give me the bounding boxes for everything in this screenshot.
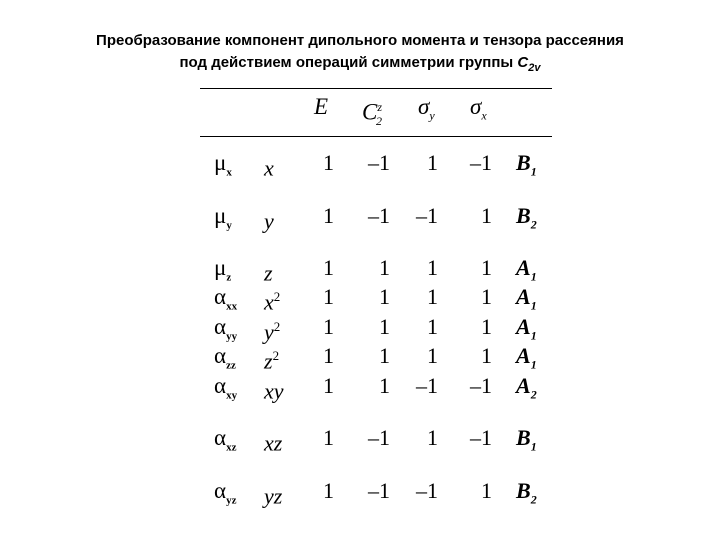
character-value: 1 — [323, 425, 334, 450]
character-value: 1 — [427, 343, 438, 368]
header-identity: E — [314, 94, 329, 119]
character-value: –1 — [470, 373, 492, 398]
row-irrep: $A_2$ — [516, 373, 537, 402]
row-irrep: $A_1$ — [516, 284, 537, 313]
header-sigma-y: $\sigma_y$ — [418, 94, 435, 123]
character-value: 1 — [323, 203, 334, 228]
character-value: 1 — [379, 373, 390, 398]
row-basis-function: xy — [264, 378, 284, 404]
title-line-2 — [0, 54, 720, 74]
row-basis-function: z — [264, 260, 273, 286]
group-symbol: $C_{2v}$ — [517, 54, 541, 74]
character-value: 1 — [379, 314, 390, 339]
row-irrep: $B_2$ — [516, 478, 537, 507]
top-rule — [200, 88, 552, 89]
character-value: –1 — [368, 425, 390, 450]
character-value: 1 — [481, 255, 492, 280]
row-basis-function: $y^2$ — [264, 319, 281, 345]
character-value: –1 — [416, 203, 438, 228]
character-value: –1 — [368, 150, 390, 175]
row-basis-function: $x^2$ — [264, 289, 281, 315]
character-value: 1 — [323, 284, 334, 309]
character-value: 1 — [323, 255, 334, 280]
row-basis-function: xz — [264, 430, 283, 456]
character-value: 1 — [379, 255, 390, 280]
row-basis-function: x — [264, 155, 274, 181]
character-value: –1 — [416, 373, 438, 398]
header-c2z: $C^z_2$ — [362, 99, 383, 129]
row-basis-function: y — [264, 208, 274, 234]
character-value: 1 — [427, 425, 438, 450]
header-sigma-x: $\sigma_x$ — [470, 94, 487, 123]
row-symbol: $\mu_x$ — [214, 150, 232, 179]
row-irrep: $A_1$ — [516, 255, 537, 284]
row-symbol: $\mu_y$ — [214, 203, 232, 232]
row-irrep: $B_1$ — [516, 425, 537, 454]
character-value: 1 — [379, 284, 390, 309]
row-symbol: $\mu_z$ — [214, 255, 232, 284]
character-value: –1 — [368, 478, 390, 503]
row-irrep: $B_1$ — [516, 150, 537, 179]
character-value: 1 — [323, 478, 334, 503]
row-symbol: $\alpha_{xy}$ — [214, 373, 238, 402]
character-value: –1 — [368, 203, 390, 228]
row-symbol: $\alpha_{xz}$ — [214, 425, 237, 454]
character-value: –1 — [470, 425, 492, 450]
row-symbol: $\alpha_{yz}$ — [214, 478, 237, 507]
character-value: 1 — [481, 343, 492, 368]
character-value: 1 — [427, 314, 438, 339]
character-value: 1 — [427, 255, 438, 280]
character-value: 1 — [481, 478, 492, 503]
header-rule — [200, 136, 552, 137]
title-line-1: Преобразование компонент дипольного момента и тензора рассеяния — [96, 32, 624, 49]
character-value: –1 — [470, 150, 492, 175]
character-value: 1 — [323, 150, 334, 175]
row-irrep: $A_1$ — [516, 314, 537, 343]
character-value: 1 — [379, 343, 390, 368]
row-symbol: $\alpha_{yy}$ — [214, 314, 238, 343]
character-value: 1 — [323, 343, 334, 368]
row-irrep: $A_1$ — [516, 343, 537, 372]
row-symbol: $\alpha_{zz}$ — [214, 343, 236, 372]
character-value: 1 — [427, 284, 438, 309]
character-value: 1 — [323, 314, 334, 339]
character-value: 1 — [323, 373, 334, 398]
title-line-2-text: под действием операций симметрии группы — [179, 54, 514, 71]
character-value: –1 — [416, 478, 438, 503]
character-value: 1 — [427, 150, 438, 175]
row-symbol: $\alpha_{xx}$ — [214, 284, 238, 313]
character-value: 1 — [481, 203, 492, 228]
row-basis-function: yz — [264, 483, 283, 509]
row-irrep: $B_2$ — [516, 203, 537, 232]
character-value: 1 — [481, 284, 492, 309]
row-basis-function: $z^2$ — [264, 348, 280, 374]
character-value: 1 — [481, 314, 492, 339]
